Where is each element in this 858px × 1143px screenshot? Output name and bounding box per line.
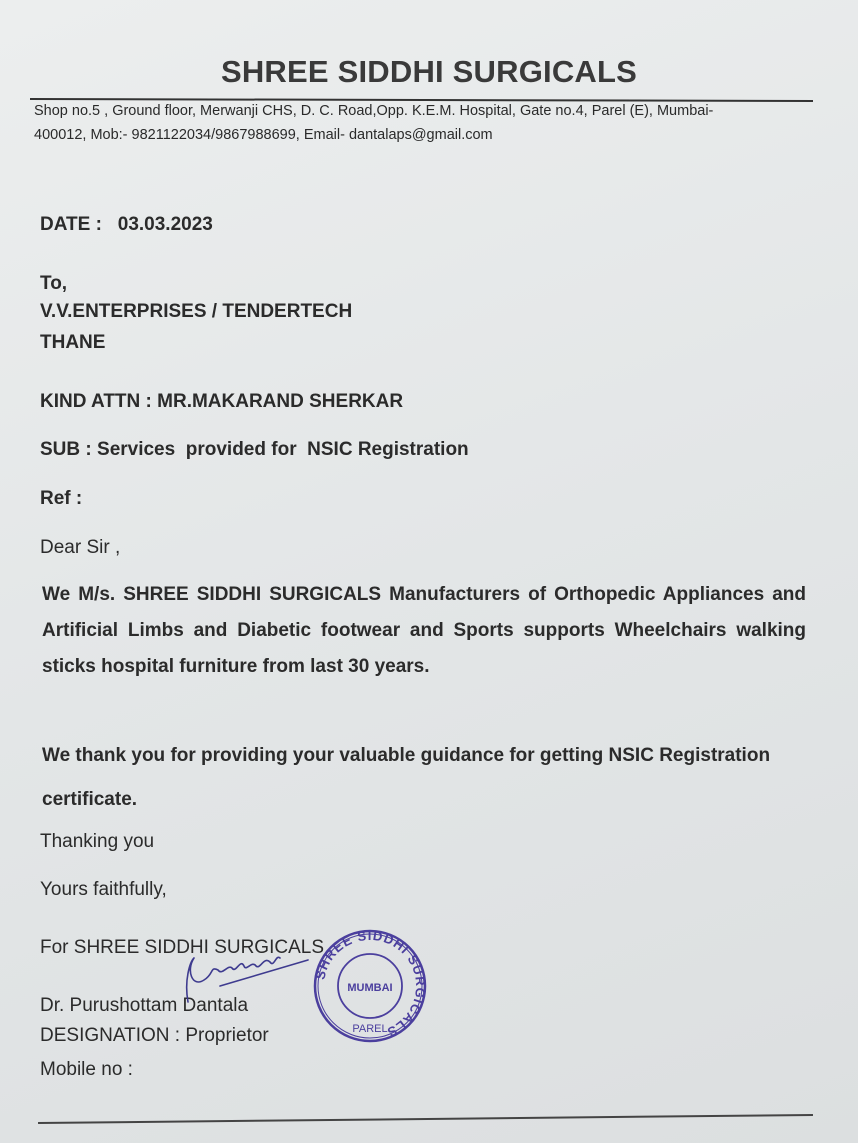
- subject-text: Services provided for NSIC Registration: [97, 439, 469, 460]
- signature: [180, 940, 320, 1010]
- address-line-2: 400012, Mob:- 9821122034/9867988699, Email- dantalaps@gmail.com: [34, 127, 493, 143]
- to-line: To,: [40, 273, 68, 294]
- date-line: [40, 214, 213, 236]
- recipient: V.V.ENTERPRISES / TENDERTECH: [40, 301, 353, 322]
- stamp-outer-text: SHREE SIDDHI SURGICALS: [312, 928, 428, 1041]
- for-company: For SHREE SIDDHI SURGICALS: [40, 937, 324, 958]
- signatory-name: Dr. Purushottam Dantala: [40, 995, 249, 1016]
- recipient-city: THANE: [40, 332, 106, 353]
- stamp-center-text: MUMBAI: [347, 982, 393, 994]
- date-value: 03.03.2023: [117, 214, 213, 235]
- designation: DESIGNATION : Proprietor: [40, 1025, 269, 1046]
- address-line-1: Shop no.5 , Ground floor, Merwanji CHS, D. C. Road,Opp. K.E.M. Hospital, Gate no.4, Parel (E), Mumbai-: [34, 103, 714, 119]
- reference-line: Ref :: [40, 488, 83, 509]
- date-label: DATE :: [40, 214, 102, 235]
- closing-yours: Yours faithfully,: [40, 879, 167, 900]
- body-paragraph-2: We thank you for providing your valuable guidance for getting NSIC Registration certificate.: [42, 745, 771, 810]
- header-divider: [30, 98, 813, 102]
- salutation: Dear Sir ,: [40, 537, 121, 558]
- body-paragraph-1: We M/s. SHREE SIDDHI SURGICALS Manufacturers of Orthopedic Appliances and Artificial Limbs and Diabetic footwear and Sports supports Wheelchairs walking sticks hospital furniture from last 30 years.: [42, 584, 806, 677]
- stamp-bottom-text: PAREL: [352, 1023, 388, 1035]
- mobile-line: Mobile no :: [40, 1059, 133, 1080]
- footer-divider: [38, 1114, 813, 1124]
- subject-label: SUB :: [40, 439, 92, 460]
- subject-line: [40, 439, 469, 461]
- attention-line: KIND ATTN : MR.MAKARAND SHERKAR: [40, 391, 404, 412]
- closing-thanking: Thanking you: [40, 831, 155, 852]
- company-stamp: [312, 928, 428, 1044]
- letterhead-title: SHREE SIDDHI SURGICALS: [220, 54, 638, 89]
